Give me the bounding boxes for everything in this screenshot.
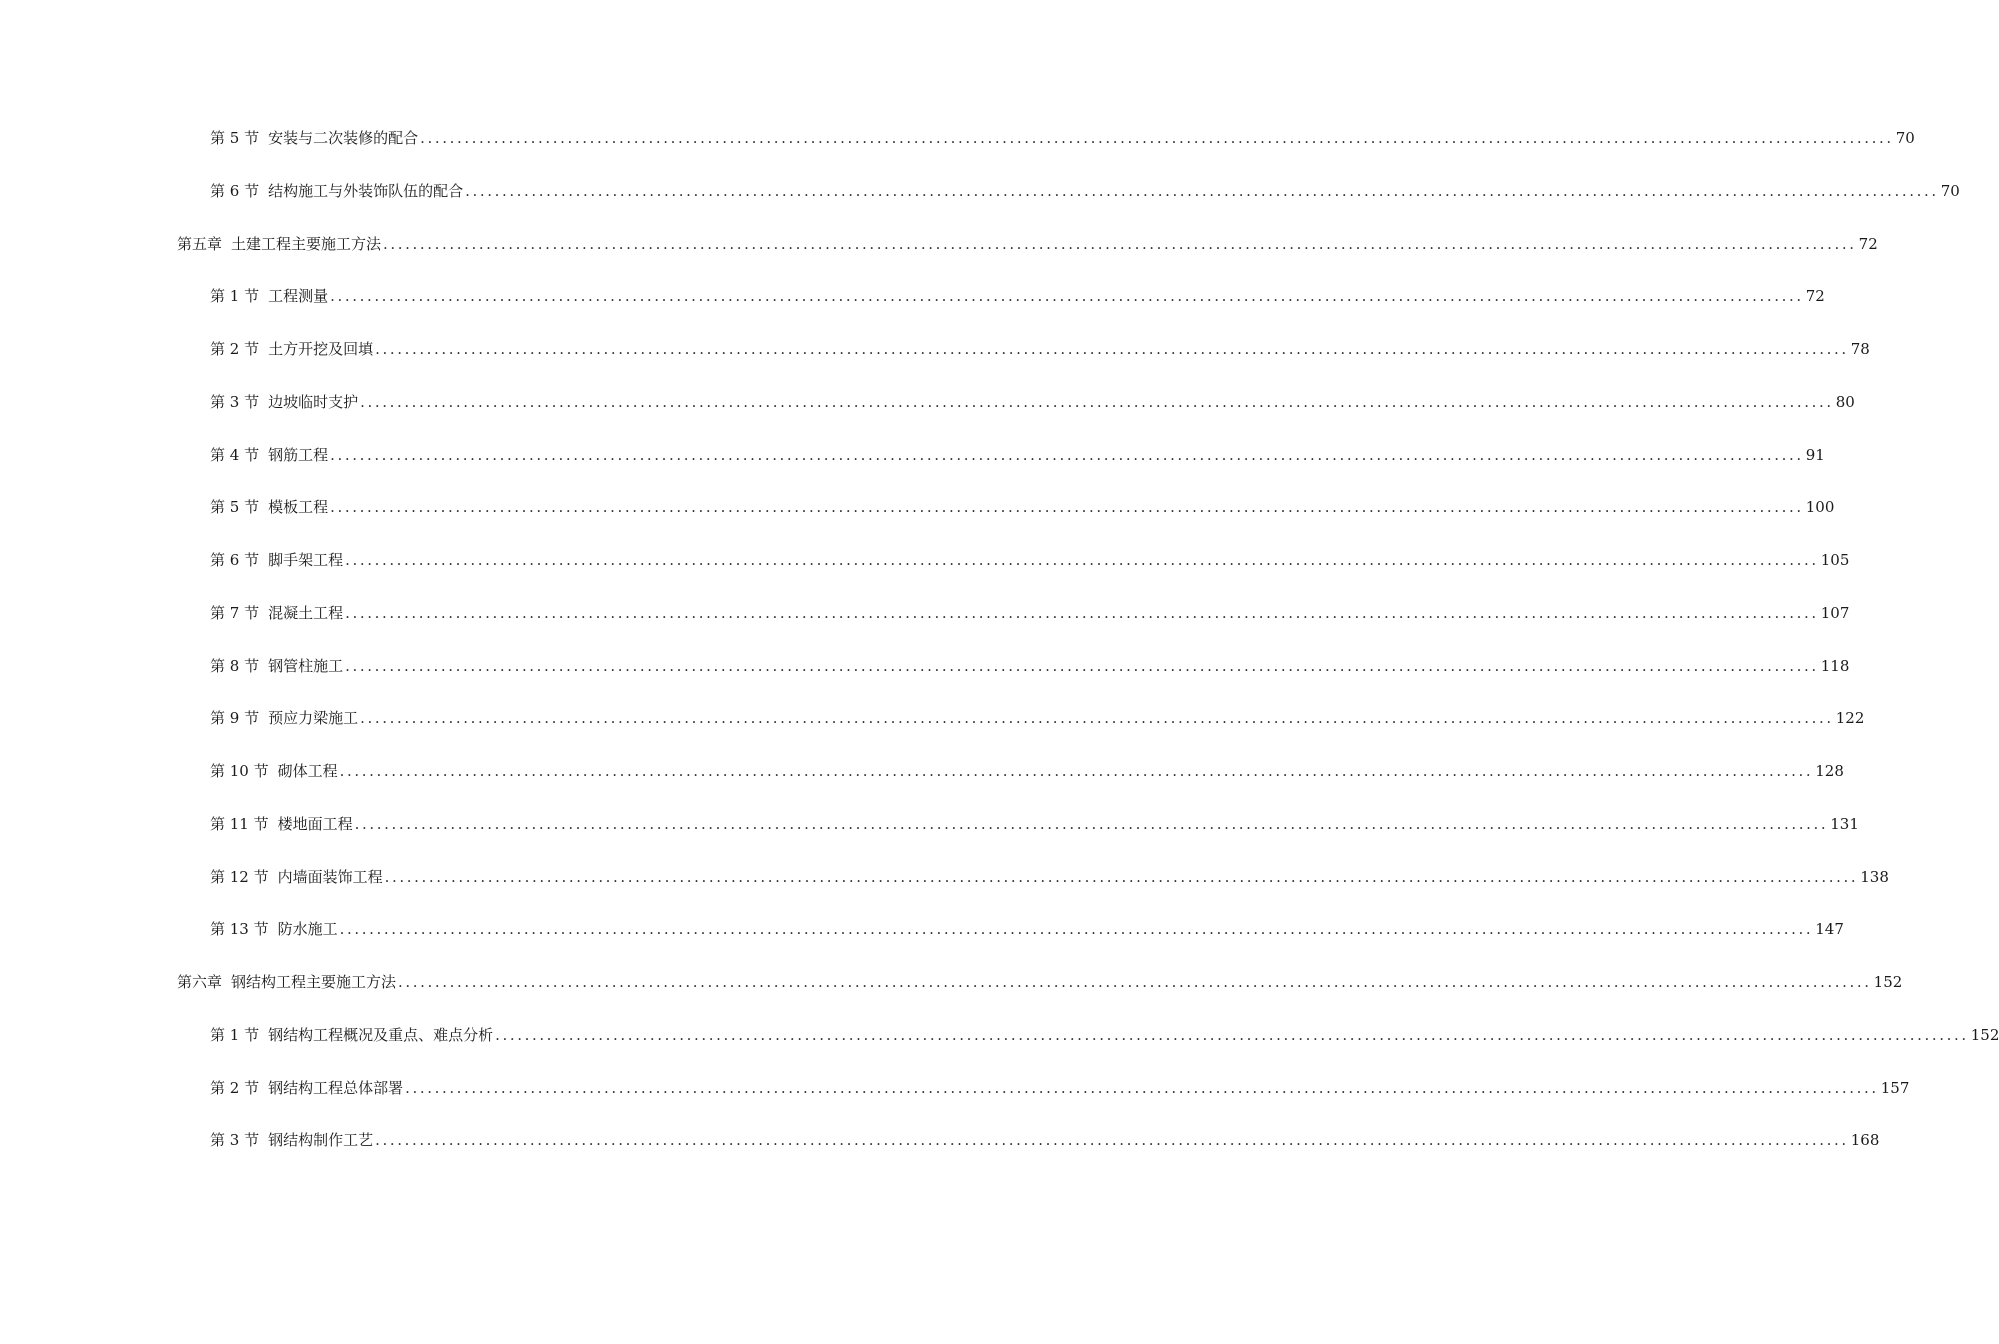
entry-title: 脚手架工程 [268,551,344,569]
entry-page-number: 78 [1850,340,1870,358]
entry-page-number: 105 [1820,551,1850,569]
dot-leader: ........................................................................................................................................................................................................ [375,1131,1849,1150]
toc-entry[interactable] [210,652,1850,676]
entry-number: 第 1 节 [210,287,260,306]
entry-number: 第 3 节 [210,392,260,411]
entry-number: 第五章 [177,234,223,253]
toc-chapter-entry[interactable] [177,230,1878,254]
entry-number: 第 3 节 [210,1131,260,1150]
entry-page-number: 70 [1940,181,1960,200]
entry-title: 钢结构工程总体部署 [268,1078,404,1097]
entry-title: 楼地面工程 [277,814,353,833]
dot-leader: ........................................................................................................................................................................................................ [420,129,1894,147]
dot-leader: ........................................................................................................................................................................................................ [405,1078,1879,1097]
toc-entry[interactable] [210,441,1825,465]
dot-leader: ........................................................................................................................................................................................................ [330,498,1804,517]
entry-page-number: 138 [1860,867,1889,886]
toc-entry[interactable] [210,177,1960,201]
entry-page-number: 131 [1830,814,1859,833]
entry-title: 砌体工程 [277,762,338,780]
toc-entry[interactable] [210,546,1850,570]
entry-page-number: 152 [1873,973,1903,991]
entry-page-number: 168 [1850,1131,1880,1150]
entry-title: 土方开挖及回填 [268,340,374,358]
entry-title: 钢筋工程 [268,445,329,464]
entry-number: 第 9 节 [210,709,260,728]
dot-leader: ........................................................................................................................................................................................................ [375,340,1849,358]
entry-number: 第 7 节 [210,603,260,622]
entry-number: 第 6 节 [210,181,260,200]
entry-number: 第 8 节 [210,656,260,675]
dot-leader: ........................................................................................................................................................................................................ [354,814,1829,833]
toc-entry[interactable] [210,124,1915,148]
entry-number: 第 5 节 [210,498,260,517]
dot-leader: ........................................................................................................................................................................................................ [360,709,1834,728]
entry-page-number: 100 [1805,498,1835,517]
toc-entry[interactable] [210,388,1855,412]
dot-leader: ........................................................................................................................................................................................................ [339,920,1814,939]
entry-title: 钢结构制作工艺 [268,1131,374,1150]
entry-title: 防水施工 [277,920,338,939]
entry-title: 内墙面装饰工程 [277,867,383,886]
toc-entry[interactable] [210,863,1889,887]
entry-page-number: 118 [1820,656,1850,675]
entry-number: 第 1 节 [210,1025,260,1044]
entry-number: 第六章 [177,973,223,991]
entry-page-number: 80 [1835,392,1855,411]
entry-number: 第 12 节 [210,867,269,886]
toc-entry[interactable] [210,757,1844,781]
entry-title: 预应力梁施工 [268,709,359,728]
entry-title: 边坡临时支护 [268,392,359,411]
entry-title: 钢结构工程概况及重点、难点分析 [268,1025,494,1044]
toc-entry[interactable] [210,599,1850,623]
dot-leader: ........................................................................................................................................................................................................ [495,1025,1969,1044]
toc-entry[interactable] [210,810,1859,834]
entry-number: 第 13 节 [210,920,269,939]
toc-entry[interactable] [210,704,1865,728]
dot-leader: ........................................................................................................................................................................................................ [383,234,1857,253]
dot-leader: ........................................................................................................................................................................................................ [360,392,1834,411]
toc-entry[interactable] [210,1021,1999,1045]
entry-number: 第 4 节 [210,445,260,464]
dot-leader: ........................................................................................................................................................................................................ [384,867,1859,886]
entry-page-number: 107 [1820,603,1850,622]
dot-leader: ........................................................................................................................................................................................................ [330,287,1804,306]
entry-title: 结构施工与外装饰队伍的配合 [268,181,464,200]
dot-leader: ........................................................................................................................................................................................................ [330,445,1804,464]
entry-title: 工程测量 [268,287,329,306]
entry-number: 第 10 节 [210,762,269,780]
dot-leader: ........................................................................................................................................................................................................ [345,656,1819,675]
toc-entry[interactable] [210,915,1844,939]
dot-leader: ........................................................................................................................................................................................................ [345,603,1819,622]
entry-number: 第 2 节 [210,340,260,358]
entry-title: 混凝土工程 [268,603,344,622]
dot-leader: ........................................................................................................................................................................................................ [339,762,1814,780]
entry-page-number: 147 [1815,920,1844,939]
entry-title: 安装与二次装修的配合 [268,129,419,147]
toc-entry[interactable] [210,1126,1880,1150]
entry-number: 第 2 节 [210,1078,260,1097]
entry-page-number: 128 [1815,762,1844,780]
entry-title: 模板工程 [268,498,329,517]
toc-entry[interactable] [210,493,1835,517]
entry-number: 第 6 节 [210,551,260,569]
entry-title: 钢管柱施工 [268,656,344,675]
toc-entry[interactable] [210,282,1825,306]
entry-title: 土建工程主要施工方法 [231,234,382,253]
entry-number: 第 11 节 [210,814,269,833]
entry-page-number: 122 [1835,709,1865,728]
dot-leader: ........................................................................................................................................................................................................ [398,973,1872,991]
toc-chapter-entry[interactable] [177,968,1903,992]
dot-leader: ........................................................................................................................................................................................................ [345,551,1819,569]
dot-leader: ........................................................................................................................................................................................................ [465,181,1939,200]
entry-page-number: 91 [1805,445,1825,464]
entry-number: 第 5 节 [210,129,260,147]
entry-page-number: 72 [1805,287,1825,306]
toc-entry[interactable] [210,1074,1910,1098]
entry-page-number: 157 [1880,1078,1910,1097]
toc-entry[interactable] [210,335,1870,359]
entry-page-number: 70 [1895,129,1915,147]
entry-page-number: 72 [1858,234,1878,253]
entry-title: 钢结构工程主要施工方法 [231,973,397,991]
entry-page-number: 152 [1970,1025,1999,1044]
